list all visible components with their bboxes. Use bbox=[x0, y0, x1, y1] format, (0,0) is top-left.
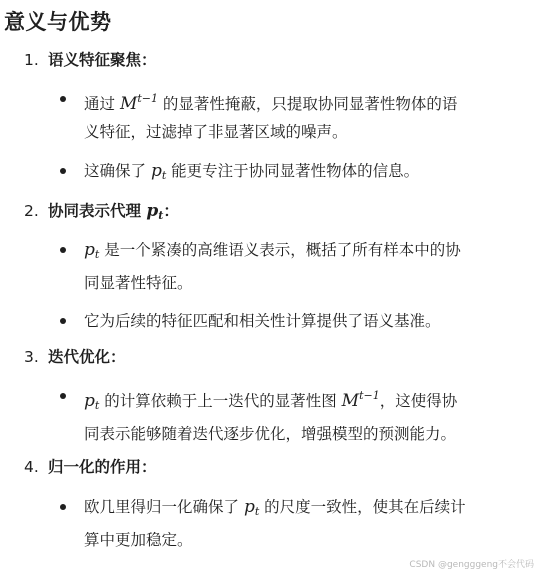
bullet-line: 义特征，过滤掉了非显著区域的噪声。 bbox=[84, 123, 348, 141]
bullet-dot bbox=[60, 318, 66, 324]
page-title: 意义与优势 bbox=[4, 10, 112, 34]
bullet-line: 它为后续的特征匹配和相关性计算提供了语义基准。 bbox=[84, 312, 441, 330]
bullet-dot bbox=[60, 393, 66, 399]
section-number: 4. bbox=[24, 458, 39, 476]
section-heading bbox=[24, 346, 126, 368]
section-heading bbox=[24, 49, 157, 71]
bullet-line: 算中更加稳定。 bbox=[84, 531, 193, 549]
bullet-text bbox=[84, 85, 524, 146]
bullet-text bbox=[84, 382, 524, 448]
bullet-text bbox=[84, 493, 524, 554]
bullet-line: $p_t$ 是一个紧凑的高维语义表示，概括了所有样本中的协 bbox=[84, 240, 461, 261]
section-heading-text: 归一化的作用： bbox=[48, 458, 157, 476]
section-number: 3. bbox=[24, 348, 39, 366]
bullet-text bbox=[84, 236, 524, 297]
math-symbol: $p_t$ bbox=[150, 161, 167, 182]
bullet-dot bbox=[60, 168, 66, 174]
bullet-dot bbox=[60, 96, 66, 102]
bullet-line: 欧几里得归一化确保了 $p_t$ 的尺度一致性，使其在后续计 bbox=[84, 497, 466, 518]
section-heading-text: 语义特征聚焦： bbox=[48, 51, 157, 69]
math-symbol: $M^{t-1}$ bbox=[119, 92, 158, 114]
bullet-text bbox=[84, 307, 524, 335]
bullet-line: 通过 $M^{t-1}$ 的显著性掩蔽，只提取协同显著性物体的语 bbox=[84, 92, 458, 114]
section-heading: 2. 协同表示代理 $p_t$： bbox=[24, 201, 179, 222]
bullet-line: 同显著性特征。 bbox=[84, 274, 193, 292]
section-heading-text: 迭代优化： bbox=[48, 348, 126, 366]
math-symbol: $p_t$ bbox=[84, 240, 100, 261]
section-heading bbox=[24, 456, 157, 478]
math-symbol: $p_t$ bbox=[84, 391, 100, 412]
section-number: 2. bbox=[24, 202, 39, 220]
section-heading-text: 协同表示代理 bbox=[48, 202, 147, 220]
section-number: 1. bbox=[24, 51, 39, 69]
bullet-line: $p_t$ 的计算依赖于上一迭代的显著性图 $M^{t-1}$，这使得协 bbox=[84, 389, 458, 412]
bullet-dot bbox=[60, 247, 66, 253]
math-symbol: $p_t$ bbox=[243, 497, 260, 518]
bullet-dot bbox=[60, 504, 66, 510]
bullet-line: 同表示能够随着迭代逐步优化，增强模型的预测能力。 bbox=[84, 425, 457, 443]
watermark: CSDN @gengggeng不会代码 bbox=[409, 560, 534, 570]
math-symbol: $p_t$ bbox=[146, 201, 164, 222]
math-symbol: $M^{t-1}$ bbox=[341, 389, 380, 411]
bullet-line: 这确保了 $p_t$ 能更专注于协同显著性物体的信息。 bbox=[84, 161, 420, 182]
bullet-text bbox=[84, 157, 524, 190]
